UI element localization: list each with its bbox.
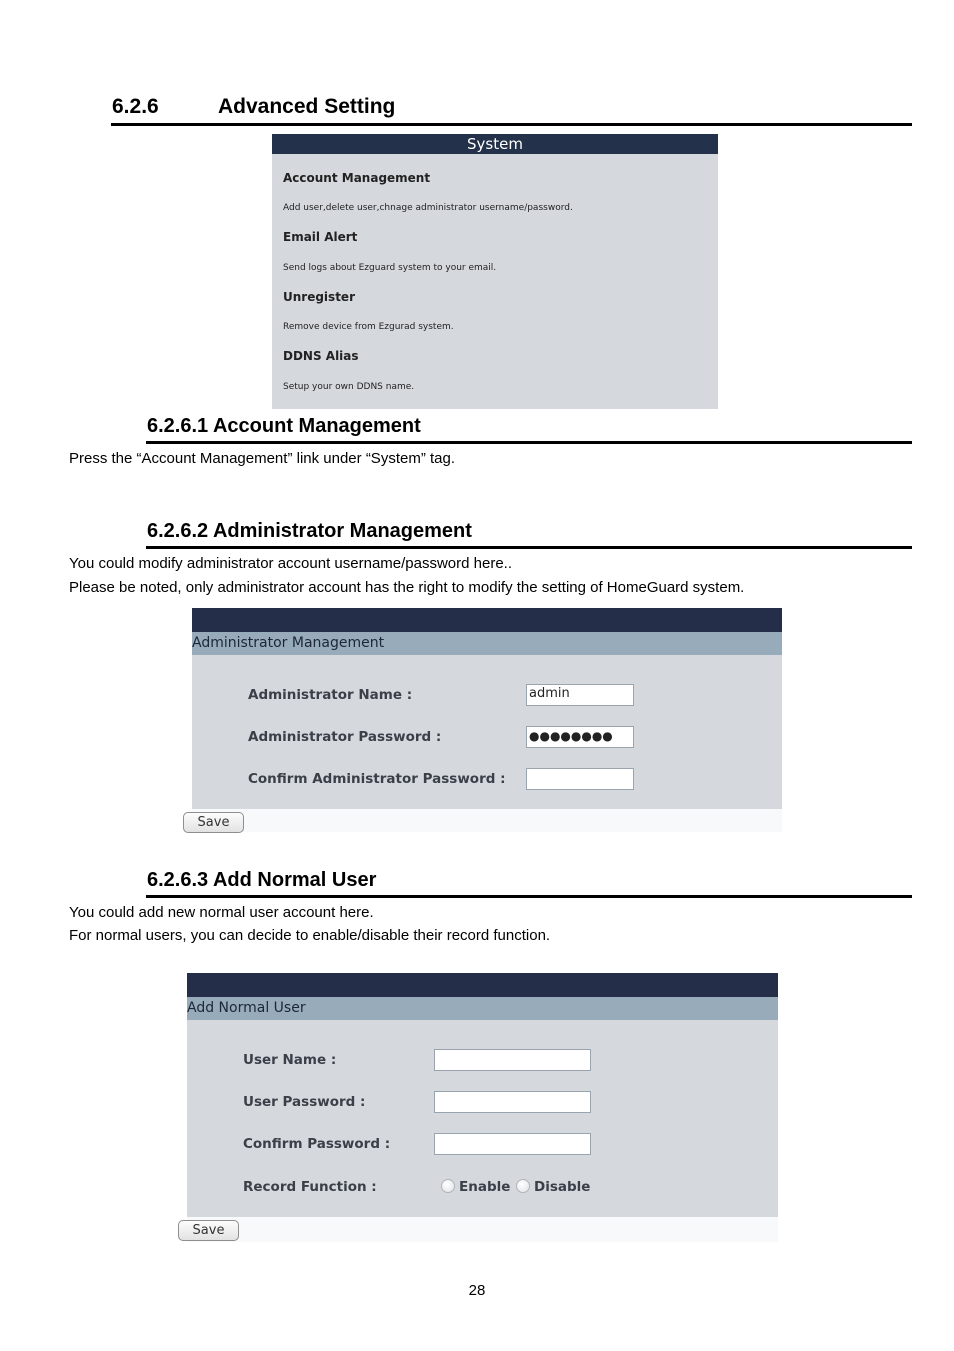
disable-radio-label[interactable]: Disable xyxy=(534,1179,591,1195)
unregister-link[interactable]: Unregister xyxy=(283,290,355,304)
section-number: 6.2.6 xyxy=(112,95,159,118)
admin-password-input[interactable]: ●●●●●●●● xyxy=(526,726,634,748)
user-password-label: User Password : xyxy=(243,1094,366,1110)
enable-radio-label[interactable]: Enable xyxy=(459,1179,511,1195)
user-password-input[interactable] xyxy=(434,1091,591,1113)
paragraph: You could add new normal user account here. xyxy=(69,904,374,921)
record-function-label: Record Function : xyxy=(243,1179,377,1195)
user-form-panel xyxy=(187,973,778,1217)
system-panel-title: System xyxy=(272,134,718,154)
admin-form-panel xyxy=(192,608,782,809)
subsection-heading-add-normal-user: 6.2.6.3 Add Normal User xyxy=(147,869,377,891)
unregister-desc: Remove device from Ezgurad system. xyxy=(283,322,454,332)
page-number: 28 xyxy=(468,1282,486,1299)
paragraph: Press the “Account Management” link under “System” tag. xyxy=(69,450,456,467)
ddns-alias-link[interactable]: DDNS Alias xyxy=(283,349,359,363)
disable-radio[interactable] xyxy=(516,1179,530,1193)
panel-header-bar xyxy=(192,608,782,632)
confirm-password-label: Confirm Password : xyxy=(243,1136,391,1152)
confirm-password-input[interactable] xyxy=(434,1133,591,1155)
user-name-input[interactable] xyxy=(434,1049,591,1071)
section-title: Advanced Setting xyxy=(218,95,396,118)
admin-name-input[interactable]: admin xyxy=(526,684,634,706)
admin-save-button[interactable]: Save xyxy=(183,812,244,833)
email-alert-link[interactable]: Email Alert xyxy=(283,230,358,244)
ddns-alias-desc: Setup your own DDNS name. xyxy=(283,382,415,392)
heading-rule xyxy=(146,441,912,444)
email-alert-desc: Send logs about Ezguard system to your email. xyxy=(283,263,497,273)
account-management-desc: Add user,delete user,chnage administrator username/password. xyxy=(283,203,573,213)
paragraph: For normal users, you can decide to enable/disable their record function. xyxy=(69,927,551,944)
confirm-admin-password-input[interactable] xyxy=(526,768,634,790)
admin-form-title: Administrator Management xyxy=(192,632,782,655)
admin-name-label: Administrator Name : xyxy=(248,687,413,703)
enable-radio[interactable] xyxy=(441,1179,455,1193)
system-panel xyxy=(272,134,718,409)
admin-password-label: Administrator Password : xyxy=(248,729,442,745)
heading-rule xyxy=(146,546,912,549)
user-save-button[interactable]: Save xyxy=(178,1220,239,1241)
subsection-heading-administrator-management: 6.2.6.2 Administrator Management xyxy=(147,520,472,542)
panel-header-bar xyxy=(187,973,778,997)
heading-rule xyxy=(146,895,912,898)
account-management-link[interactable]: Account Management xyxy=(283,171,431,185)
confirm-admin-password-label: Confirm Administrator Password : xyxy=(248,771,506,787)
user-form-title: Add Normal User xyxy=(187,997,778,1020)
paragraph: Please be noted, only administrator account has the right to modify the setting of HomeGuard system. xyxy=(69,579,745,596)
user-name-label: User Name : xyxy=(243,1052,337,1068)
heading-rule xyxy=(111,123,912,126)
paragraph: You could modify administrator account username/password here.. xyxy=(69,555,513,572)
subsection-heading-account-management: 6.2.6.1 Account Management xyxy=(147,415,421,437)
